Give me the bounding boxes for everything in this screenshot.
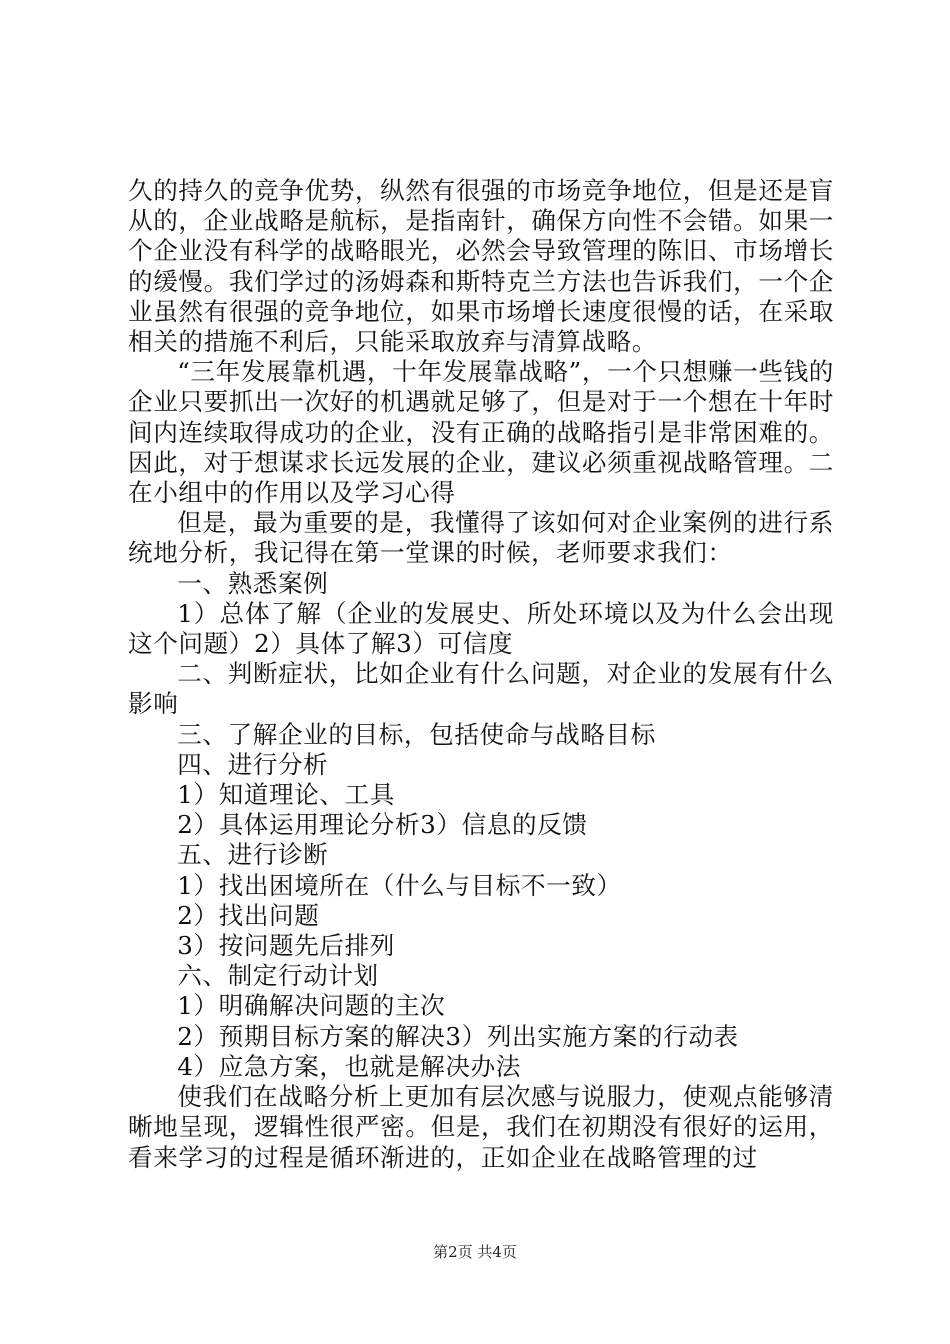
paragraph-strategy-quote: “三年发展靠机遇，十年发展靠战略”，一个只想赚一些钱的企业只要抓出一次好的机遇就足够了，但是对于一个想在十年时间内连续取得成功的企业，没有正确的战略指引是非常困难的。因此，对于想谋求长远发展的企业，建议必须重视战略管理。二在小组中的作用以及学习心得 — [128, 357, 834, 508]
document-body — [128, 176, 834, 1173]
list-item-judge-symptoms: 二、判断症状，比如企业有什么问题，对企业的发展有什么影响 — [128, 659, 834, 719]
list-item-familiarize-case: 一、熟悉案例 — [177, 568, 329, 598]
paragraph-learning-reflection: 使我们在战略分析上更加有层次感与说服力，使观点能够清晰地呈现，逻辑性很严密。但是，我们在初期没有很好的运用，看来学习的过程是循环渐进的，正如企业在战略管理的过 — [128, 1082, 834, 1172]
list-subitem-find-dilemma: 1）找出困境所在（什么与目标不一致） — [177, 870, 622, 900]
paragraph-competitive-advantage: 久的持久的竞争优势，纵然有很强的市场竞争地位，但是还是盲从的，企业战略是航标，是指南针，确保方向性不会错。如果一个企业没有科学的战略眼光，必然会导致管理的陈旧、市场增长的缓慢。我们学过的汤姆森和斯特克兰方法也告诉我们，一个企业虽然有很强的竞争地位，如果市场增长速度很慢的话，在采取相关的措施不利后，只能采取放弃与清算战略。 — [128, 176, 834, 357]
page-number: 第2页 共4页 — [433, 1243, 517, 1261]
page-footer — [0, 1242, 950, 1262]
list-subitem-apply-theory: 2）具体运用理论分析3）信息的反馈 — [177, 810, 588, 840]
paragraph-case-analysis: 但是，最为重要的是，我懂得了该如何对企业案例的进行系统地分析，我记得在第一堂课的时候，老师要求我们： — [128, 508, 834, 568]
list-subitem-priorities: 1）明确解决问题的主次 — [177, 991, 446, 1021]
list-item-diagnosis: 五、进行诊断 — [177, 840, 329, 870]
list-subitem-know-theory: 1）知道理论、工具 — [177, 780, 395, 810]
list-subitem-find-problems: 2）找出问题 — [177, 900, 320, 930]
list-item-understand-goals: 三、了解企业的目标，包括使命与战略目标 — [177, 719, 656, 749]
list-item-analysis: 四、进行分析 — [177, 749, 329, 779]
list-subitem-expected-goals: 2）预期目标方案的解决3）列出实施方案的行动表 — [177, 1021, 739, 1051]
list-item-action-plan: 六、制定行动计划 — [177, 961, 379, 991]
list-subitem-overall-understanding: 1）总体了解（企业的发展史、所处环境以及为什么会出现这个问题）2）具体了解3）可信度 — [128, 598, 834, 659]
list-subitem-rank-problems: 3）按问题先后排列 — [177, 931, 395, 961]
list-subitem-emergency-plan: 4）应急方案，也就是解决办法 — [177, 1051, 521, 1081]
